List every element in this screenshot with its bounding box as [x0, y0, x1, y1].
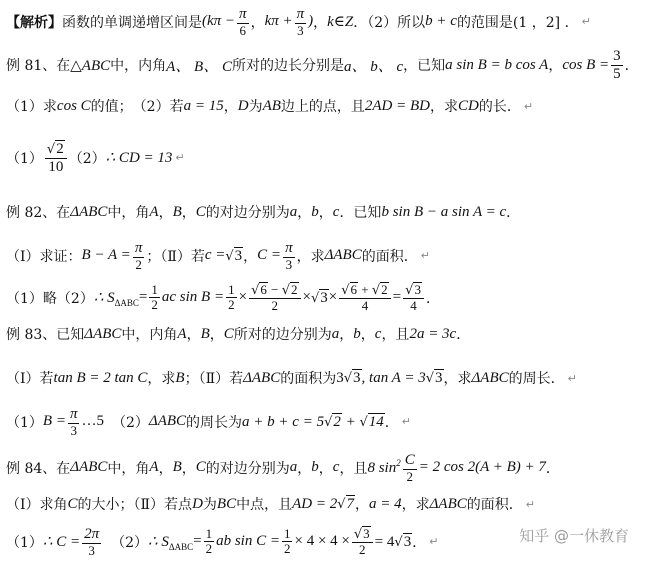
math: 2a = 3c — [409, 325, 457, 342]
math: a = 4 — [369, 495, 402, 512]
math: ab sin C = — [216, 533, 280, 550]
fraction: $\frac{√3}{2}$ — [352, 526, 373, 558]
math: cos C — [56, 97, 91, 114]
math: △ABC — [70, 57, 111, 74]
text: ． — [545, 460, 560, 477]
text: ， — [209, 327, 224, 343]
math: B — [200, 325, 210, 342]
math: ΔABC — [70, 203, 108, 220]
fraction: $\frac{√6 + √2}{4}$ — [339, 282, 390, 314]
example-81-line — [6, 48, 639, 82]
analysis-line — [6, 6, 591, 38]
text: 函数的单调递增区间是 — [62, 14, 202, 31]
return-mark-icon: ↵ — [567, 371, 577, 385]
text: ， — [181, 460, 196, 477]
text: 的大小；（Ⅱ）若点 — [77, 497, 193, 513]
fraction: $\frac{√6 - √2}{2}$ — [249, 282, 300, 314]
text: 中，内角 — [110, 58, 167, 74]
text: 中，内角 — [121, 327, 178, 343]
text: 例 83、已知 — [6, 327, 85, 343]
math: BC — [216, 495, 237, 512]
fraction: $\frac{√2}{10}$ — [45, 140, 67, 175]
math: c — [374, 325, 382, 342]
math: a — [289, 459, 298, 476]
answer-84-line — [6, 526, 438, 558]
text: 的周长． — [508, 371, 565, 387]
math: ΔABC — [148, 413, 187, 430]
math: A — [149, 459, 159, 476]
math: A、 B、 C — [166, 58, 232, 75]
math: …5 — [81, 413, 104, 430]
text: （1）求 — [6, 99, 57, 115]
text: （Ⅰ）求证： — [6, 248, 82, 265]
return-mark-icon: ↵ — [525, 497, 535, 511]
math: b — [311, 459, 319, 476]
text: 为 — [248, 99, 263, 115]
answer-81-line — [6, 140, 185, 175]
math: 3√3, tan A = 3√3 — [336, 370, 443, 386]
text: 的面积为 — [280, 371, 337, 387]
text: 的长． — [478, 99, 521, 115]
math: AD = 2√7 — [292, 496, 354, 512]
fraction: $\frac{√3}{4}$ — [403, 282, 424, 314]
math: a、 b、 c — [343, 58, 404, 75]
math: ac sin B = — [161, 289, 225, 306]
sqrt: √3 — [225, 247, 243, 264]
text: （1） — [6, 534, 43, 551]
text: 的范围是(1 ，2] ． — [456, 14, 579, 31]
math: ΔABC — [84, 325, 122, 342]
text: 例 82、在 — [6, 205, 71, 221]
math: C — [67, 495, 78, 512]
text: 中，角 — [107, 460, 150, 477]
sqrt: √3 — [310, 289, 328, 306]
math: b + c — [425, 13, 457, 30]
text: 的面积． — [466, 497, 523, 513]
math: ∴ CD = 13 — [105, 150, 173, 166]
text: 所对的边分别为 — [233, 327, 332, 343]
text: 边上的点，且 — [280, 99, 365, 115]
text: ． — [456, 327, 471, 343]
text: ，已知 — [403, 58, 446, 74]
math: B = — [42, 413, 66, 430]
text: 所对的边长分别是 — [231, 58, 344, 74]
text: ． — [425, 290, 440, 307]
math: ΔABC — [243, 369, 281, 386]
text: （2） — [68, 150, 106, 167]
fraction: $\frac{\pi}{3}$ — [296, 6, 305, 38]
math: tan B = 2 tan C — [53, 369, 148, 386]
watermark-text: 知乎 @一休教育 — [519, 527, 629, 545]
math: D — [192, 495, 203, 512]
math: a — [331, 325, 340, 342]
return-mark-icon: ↵ — [523, 99, 534, 113]
text: ． — [506, 205, 521, 221]
math: × — [328, 289, 338, 306]
text: ， — [313, 14, 328, 31]
math: = 4√3 — [374, 533, 412, 550]
fraction: $\frac{3}{5}$ — [613, 48, 621, 82]
text: （1） — [6, 414, 43, 431]
text: ， — [186, 327, 201, 343]
math: A — [177, 325, 187, 342]
analysis-tag: 【解析】 — [6, 14, 62, 31]
math: (kπ − — [202, 13, 236, 30]
text: （1）略（2） — [6, 290, 94, 307]
fraction: $\frac{\pi}{2}$ — [134, 240, 143, 272]
math: a — [289, 203, 298, 220]
text: 中点，且 — [236, 497, 293, 513]
text: ；（Ⅱ）若 — [146, 248, 205, 265]
math: 2AD = BD — [364, 97, 431, 114]
text: ， — [318, 460, 333, 477]
math: c — [332, 203, 340, 220]
text: ，求 — [401, 497, 430, 513]
math: ΔABC — [324, 247, 362, 264]
text: ， — [181, 205, 196, 221]
text: ， — [223, 99, 238, 115]
math: CD — [458, 97, 479, 114]
return-mark-icon: ↵ — [581, 15, 591, 29]
math: B − A = — [81, 247, 131, 264]
fraction: $\frac{2\pi}{3}$ — [84, 526, 100, 558]
fraction: $\frac{1}{2}$ — [228, 282, 235, 313]
fraction: $\frac{1}{2}$ — [151, 282, 158, 313]
fraction: $\frac{1}{2}$ — [283, 526, 291, 557]
math: D — [237, 97, 249, 114]
math: = — [138, 289, 148, 306]
text: ， — [158, 460, 173, 477]
math: ∴ C = — [42, 534, 81, 551]
text: ， — [318, 205, 333, 221]
math: = — [392, 289, 402, 306]
text: ，且 — [381, 327, 410, 343]
math: c — [332, 459, 340, 476]
math: a = 15 — [183, 97, 224, 114]
math: AB — [262, 97, 281, 114]
text: ， — [158, 205, 173, 221]
math: ΔABC — [429, 495, 467, 512]
text: （1） — [6, 150, 43, 167]
text: ， — [360, 327, 375, 343]
text: ，求 — [443, 371, 472, 387]
fraction: $\frac{\pi}{6}$ — [239, 6, 247, 38]
return-mark-icon: ↵ — [401, 415, 412, 429]
math: A — [149, 203, 159, 220]
fraction: $\frac{C}{2}$ — [404, 452, 415, 484]
text: ，求 — [147, 371, 176, 387]
math: b — [311, 203, 319, 220]
math: C — [195, 203, 206, 220]
text: ，求 — [296, 248, 325, 265]
text: ， — [548, 58, 563, 74]
math: ∴ $S_{\Delta ABC}$ — [148, 533, 194, 552]
text: （2） — [111, 414, 149, 431]
watermark — [519, 525, 629, 546]
text: ， — [339, 327, 354, 343]
text: 的面积． — [361, 248, 418, 265]
math: ) — [308, 13, 314, 30]
question-81-line — [6, 96, 533, 116]
text: ，且 — [339, 460, 368, 477]
text: 的对边分别为 — [205, 205, 290, 221]
math: B — [172, 459, 182, 476]
example-83-line — [6, 324, 470, 344]
math: C — [195, 459, 206, 476]
text: 的值； （2）若 — [90, 99, 184, 115]
text: ；（Ⅱ）若 — [184, 371, 244, 387]
text: 例 84、在 — [6, 460, 71, 477]
text: ，求 — [430, 99, 459, 115]
fraction: $\frac{\pi}{3}$ — [69, 406, 78, 438]
text: ． — [384, 414, 399, 431]
math: a + b + c = 5√2 + √14 — [242, 413, 384, 430]
return-mark-icon: ↵ — [420, 249, 430, 263]
math: × — [238, 289, 248, 306]
math: B — [172, 203, 182, 220]
text: ． — [412, 534, 427, 551]
math: 8 $\sin^2$ — [367, 458, 401, 477]
text: 的对边分别为 — [205, 460, 290, 477]
text: ， — [250, 14, 265, 31]
question-82-line — [6, 240, 430, 272]
text: 的周长为 — [186, 414, 243, 431]
math: × 4 × 4 × — [294, 533, 350, 550]
math: c = — [204, 247, 226, 264]
return-mark-icon: ↵ — [175, 151, 185, 164]
math: × — [302, 289, 311, 306]
text: 例 81、在 — [6, 58, 71, 74]
math: b sin B − a sin A = c — [381, 203, 507, 220]
math: B — [175, 369, 185, 386]
math: cos B = — [562, 56, 610, 73]
math: C — [223, 325, 234, 342]
return-mark-icon: ↵ — [429, 535, 439, 549]
question-84-line — [6, 494, 535, 514]
math: C = — [257, 247, 282, 264]
math: kπ + — [264, 13, 293, 30]
math: k∈Z — [327, 14, 354, 31]
text: ． — [624, 58, 639, 74]
text: （Ⅰ）若 — [6, 371, 54, 387]
text: ， — [355, 497, 369, 513]
math: = 2 cos 2(A + B) + 7 — [418, 459, 546, 476]
math: b — [353, 325, 361, 342]
math: = — [193, 533, 202, 550]
answer-82-line — [6, 282, 440, 314]
example-82-line — [6, 202, 520, 222]
example-84-line — [6, 452, 560, 484]
math: ΔABC — [70, 459, 108, 476]
text: （Ⅰ）求角 — [6, 497, 68, 513]
text: （2） — [111, 534, 149, 551]
text: ．（2）所以 — [353, 14, 426, 31]
text: 中，角 — [107, 205, 150, 221]
text: ， — [243, 248, 258, 265]
text: ， — [297, 460, 312, 477]
math: a sin B = b cos A — [445, 56, 549, 73]
math: ∴ $S_{\Delta ABC}$ — [93, 289, 139, 308]
text: ， — [297, 205, 312, 221]
fraction: $\frac{\pi}{3}$ — [285, 240, 293, 272]
text: 为 — [202, 497, 217, 513]
question-83-line — [6, 368, 577, 388]
math: ΔABC — [471, 369, 509, 386]
fraction: $\frac{1}{2}$ — [205, 526, 213, 557]
text: ．已知 — [339, 205, 382, 221]
answer-83-line — [6, 406, 411, 438]
